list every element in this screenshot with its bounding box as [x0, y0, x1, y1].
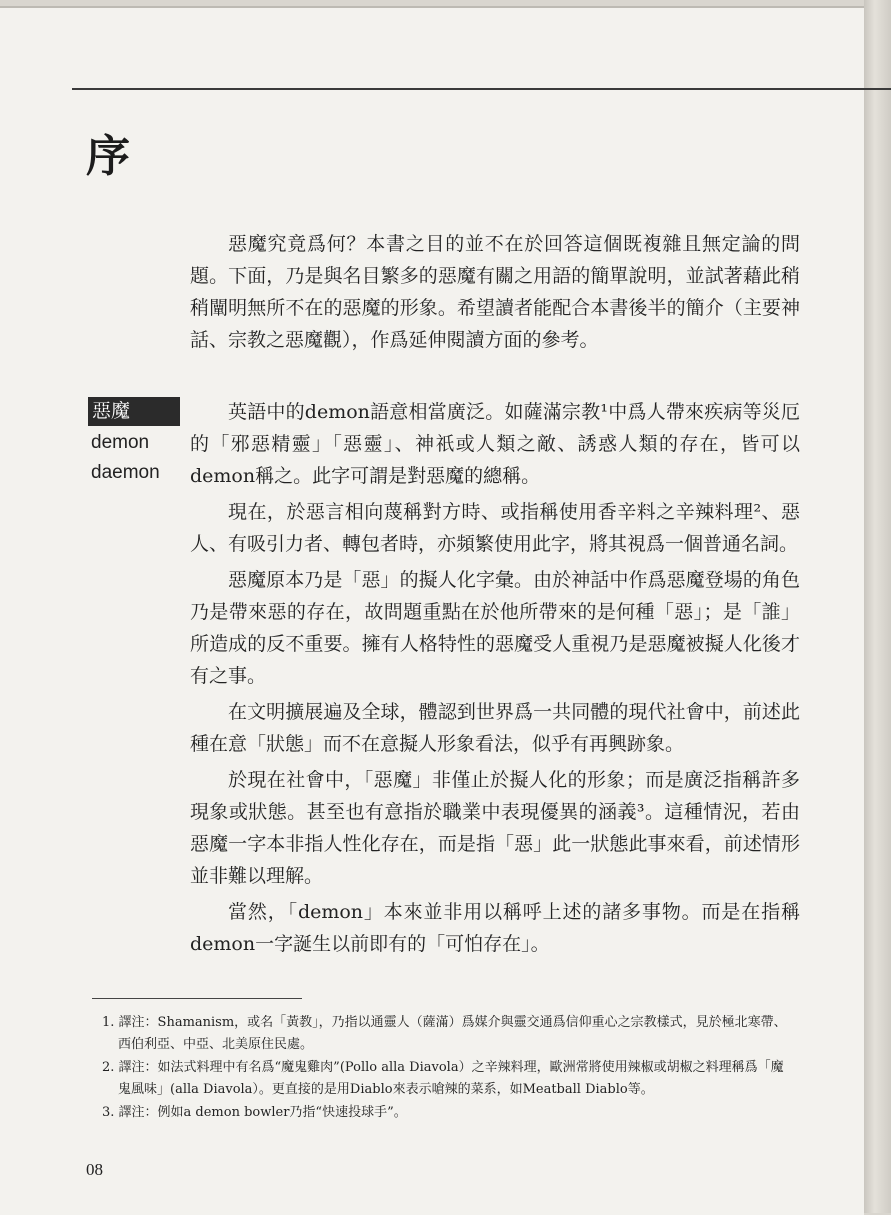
paragraph-modern-usage: 現在，於惡言相向蔑稱對方時、或指稱使用香辛料之辛辣料理²、惡人、有吸引力者、轉包者時，亦頻繁使用此字，將其視爲一個普通名詞。 — [190, 501, 800, 555]
header-rule — [72, 88, 891, 90]
paragraph-personification: 惡魔原本乃是「惡」的擬人化字彙。由於神話中作爲惡魔登場的角色乃是帶來惡的存在，故問題重點在於他所帶來的是何種「惡」；是「誰」所造成的反不重要。擁有人格特性的惡魔受人重視乃是惡魔被擬人化後才有之事。 — [190, 569, 800, 687]
footnotes — [102, 1012, 794, 1125]
paragraph-modern-society: 在文明擴展遍及全球，體認到世界爲一共同體的現代社會中，前述此種在意「狀態」而不在意擬人形象看法，似乎有再興跡象。 — [190, 701, 800, 755]
paragraph-state: 於現在社會中，「惡魔」非僅止於擬人化的形象；而是廣泛指稱許多現象或狀態。甚至也有意指於職業中表現優異的涵義³。這種情況，若由惡魔一字本非指人性化存在，而是指「惡」此一狀態此事來看，前述情形並非難以理解。 — [190, 769, 800, 887]
sidebar-term-daemon: daemon — [91, 462, 160, 483]
footnote-rule — [92, 998, 302, 999]
paragraph-intro: 惡魔究竟爲何？本書之目的並不在於回答這個既複雜且無定論的問題。下面，乃是與名目繁多的惡魔有關之用語的簡單說明，並試著藉此稍稍闡明無所不在的惡魔的形象。希望讀者能配合本書後半的簡介（主要神話、宗教之惡魔觀），作爲延伸閱讀方面的參考。 — [190, 233, 800, 351]
paragraph-demon-meaning: 英語中的demon語意相當廣泛。如薩滿宗教¹中爲人帶來疾病等災厄的「邪惡精靈」「惡靈」、神祇或人類之敵、誘惑人類的存在，皆可以demon稱之。此字可謂是對惡魔的總稱。 — [190, 401, 800, 487]
footnote-3: 3. 譯注：例如a demon bowler乃指“快速投球手”。 — [102, 1105, 407, 1120]
chapter-title: 序 — [86, 131, 132, 182]
footnote-1: 1. 譯注：Shamanism，或名「黃教」，乃指以通靈人（薩滿）爲媒介與靈交通爲信仰重心之宗教樣式，見於極北寒帶、西伯利亞、中亞、北美原住民處。 — [102, 1015, 787, 1052]
sidebar-heading: 惡魔 — [88, 397, 180, 426]
footnote-2: 2. 譯注：如法式料理中有名爲“魔鬼雞肉”(Pollo alla Diavola）之辛辣料理，歐洲常將使用辣椒或胡椒之料理稱爲「魔鬼風味」(alla Diavola）。更直接的是用Diablo來表示嗆辣的菜系，如Meatball Diablo等。 — [102, 1060, 784, 1097]
sidebar-term-demon: demon — [91, 432, 150, 453]
page-number: 08 — [86, 1160, 103, 1179]
paragraph-conclusion: 當然，「demon」本來並非用以稱呼上述的諸多事物。而是在指稱demon一字誕生以前即有的「可怕存在」。 — [190, 901, 800, 955]
book-edge — [864, 0, 891, 1213]
body-text — [190, 228, 800, 964]
